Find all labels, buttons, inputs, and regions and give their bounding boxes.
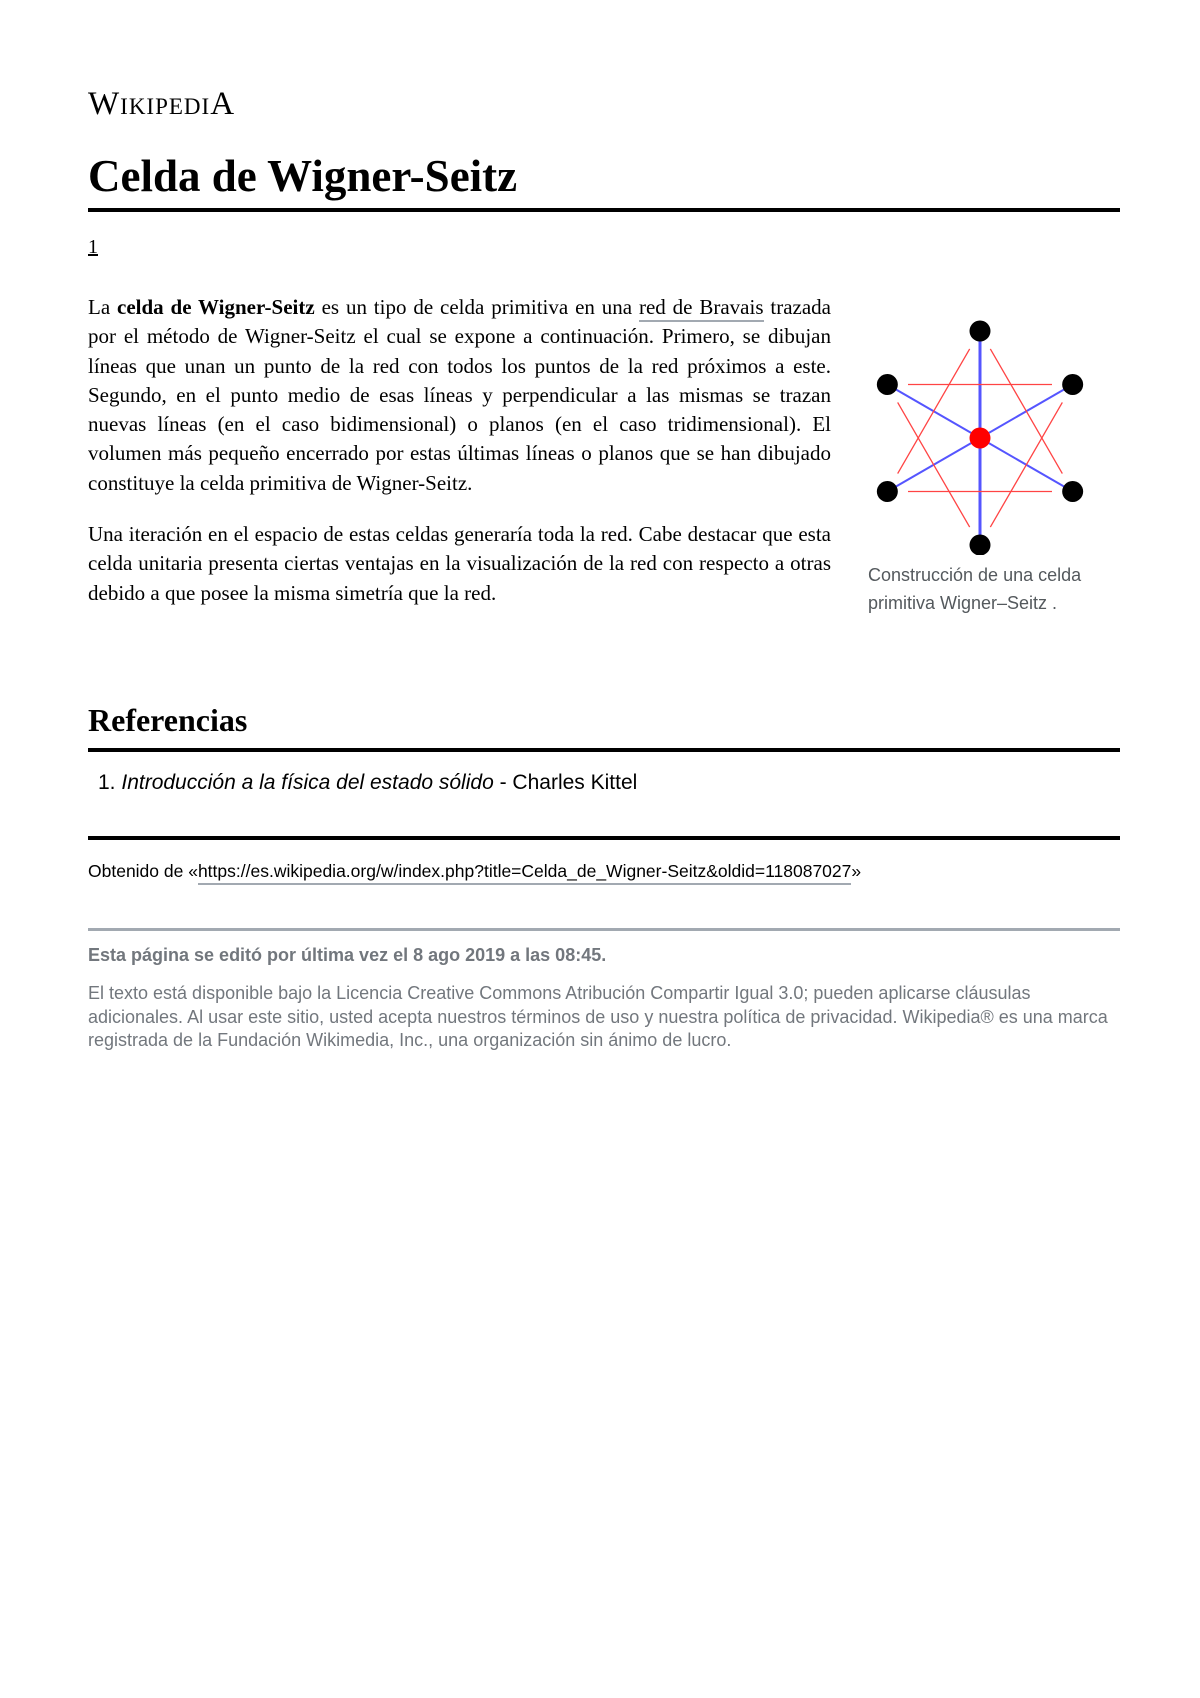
reference-author: - Charles Kittel [493,771,638,794]
wigner-seitz-figure [868,305,1118,617]
wikipedia-logo[interactable] [88,84,235,127]
retrieved-from [88,858,861,884]
bisector-line [990,349,1062,474]
p1-text-a: La [88,295,118,319]
wigner-seitz-diagram[interactable] [868,305,1118,555]
lattice-point [970,321,991,342]
bisector-line [898,402,970,527]
references-list [98,768,637,798]
paragraph-2: Una iteración en el espacio de estas celdas generaría toda la red. Cabe destacar que esta celda unitaria presenta ciertas ventajas en la visualización de la red con respecto a otras debido a que posee la misma simetría que la red. [88,522,831,605]
bisector-line [990,402,1062,527]
references-divider [88,748,1120,752]
license-notice: El texto está disponible bajo la Licencia Creative Commons Atribución Compartir Igual 3.0; pueden aplicarse cláusulas adicionales. Al usar este sitio, usted acepta nuestros términos de uso y nuestra política de privacidad. Wikipedia® es una marca registrada de la Fundación Wikimedia, Inc., una organización sin ánimo de lucro. [88,983,1108,1050]
lattice-point [877,481,898,502]
logo-letter-w: W [88,86,121,122]
logo-letter-a: A [210,86,236,122]
lattice-point [877,374,898,395]
reference-number: 1. [98,771,116,794]
references-heading: Referencias [88,702,248,738]
last-edited-notice: Esta página se editó por última vez el 8 ago 2019 a las 08:45. [88,945,607,965]
article-body [88,293,831,630]
paragraph-1 [88,293,831,498]
retrieved-url-link[interactable]: https://es.wikipedia.org/w/index.php?title=Celda_de_Wigner-Seitz&oldid=118087027 [198,861,851,885]
title-divider [88,208,1120,212]
figure-caption: Construcción de una celda primitiva Wigner–Seitz . [868,565,1082,613]
lattice-point [970,535,991,556]
footer-divider [88,928,1120,931]
center-lattice-point [970,428,991,449]
reference-mark[interactable]: 1 [88,236,98,258]
reference-item [98,768,637,798]
lattice-point [1062,374,1083,395]
bisector-line [898,349,970,474]
p1-bold-term: celda de Wigner-Seitz [117,295,315,319]
red-de-bravais-link[interactable]: red de Bravais [639,295,764,322]
p1-text-c: trazada por el método de Wigner-Seitz el cual se expone a continuación. Primero, se dibujan líneas que unan un punto de la red con todos los puntos de la red próximos a este. Segundo, en el punto medio de esas líneas y perpendicular a las mismas se trazan nuevas líneas (en el caso bidimensional) o planos (en el caso tridimensional). El volumen más pequeño encerrado por estas últimas líneas o planos que se han dibujado constituye la celda primitiva de Wigner-Seitz. [88,295,831,495]
retrieved-suffix: » [851,861,862,881]
p1-text-b: es un tipo de celda primitiva en una [314,295,639,319]
reference-title: Introducción a la física del estado sólido [121,771,494,794]
content-end-divider [88,836,1120,840]
page-title: Celda de Wigner-Seitz [88,151,518,201]
lattice-point [1062,481,1083,502]
logo-letters: IKIPEDI [120,94,211,119]
retrieved-prefix: Obtenido de « [88,861,198,881]
